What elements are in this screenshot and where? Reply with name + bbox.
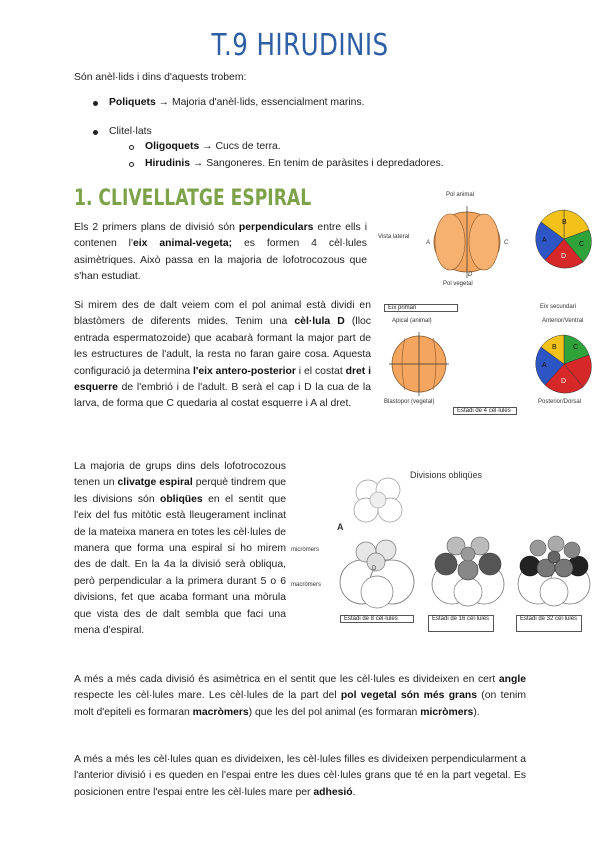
macromers-label: macròmers	[291, 582, 322, 588]
estadi-4-box: Estadi de 4 cèl·lules	[453, 407, 517, 415]
top-view-spiral	[344, 474, 414, 526]
label-a: A	[426, 240, 431, 246]
arrow-icon: →	[202, 141, 213, 152]
list-item-oligoquets	[145, 140, 281, 154]
arrow-icon: →	[158, 97, 170, 108]
stage-16-cells-diagram	[424, 530, 512, 610]
eix-secundari-label: Eix secundari	[540, 304, 577, 310]
sub-bullet-ring	[129, 145, 134, 150]
page-title: T.9 HIRUDINIS	[211, 28, 389, 63]
hirudinis-desc: Sangoneres. En tenim de paràsites i depredadores.	[206, 158, 444, 169]
paragraph-2: Si mirem des de dalt veiem com el pol animal està dividi en blastòmers de diferents mides. Tenim una cèl·lula D (lloc entrada espermatozoide) que acabarà formant la major part de les estructures de l'adult, la resta no faran gaire cosa. Aquesta configuració ja determina l'eix antero-posterior i el costat dret i esquerre de l'embrió i de l'adult. B serà el cap i D la cua de la larva, de forma que C quedaria al costat esquerre i A al dret.	[74, 300, 371, 410]
cell-b-label: B	[562, 219, 567, 226]
poliquets-desc: Majoria d'anèl·lids, essencialment marins.	[171, 97, 365, 108]
divisions-obliques-title: Divisions obliqües	[410, 470, 483, 480]
blastopore-label: Blastopor (vegetal)	[384, 399, 435, 405]
list-item-hirudinis	[145, 157, 444, 171]
paragraph-4: A més a més cada divisió és asimètrica en el sentit que les cèl·lules es divideixen en cert angle respecte les cèl·lules mare. Les cèl·lules de la part del pol vegetal són més grans (on tenim molt d'epiteli es formaran macròmers) que les del pol animal (es formaran micròmers).	[74, 674, 526, 718]
estadi-8-box: Estadi de 8 cèl·lules	[340, 615, 414, 623]
apical-label: Apical (animal)	[392, 318, 432, 324]
cell-d-label: D	[561, 253, 567, 260]
hirudinis-term: Hirudinis	[145, 158, 191, 169]
svg-text:D: D	[372, 566, 377, 572]
estadi-16-box: Estadi de 16 cèl·lules	[428, 615, 494, 632]
pol-vegetal-label: Pol vegetal	[443, 281, 473, 287]
section-heading: 1. CLIVELLATGE ESPIRAL	[74, 186, 312, 211]
estadi-32-box: Estadi de 32 cèl·lules	[516, 615, 582, 632]
four-cell-top-view	[533, 208, 595, 270]
oligoquets-desc: Cucs de terra.	[215, 141, 281, 152]
anterior-ventral-label: Anterior/Ventral	[542, 318, 584, 324]
list-item-poliquets	[109, 96, 365, 110]
intro-text: Són anèl·lids i dins d'aquests trobem:	[74, 72, 247, 83]
paragraph-5: A més a més les cèl·lules quan es divideixen, les cèl·lules filles es divideixen perpendicularment a l'anterior divisió i es queden en l'espai entre les dues cèl·lules grans que té en la part vegetal. Es posicionen entre l'espai entre les cèl·lules mare per adhesió.	[74, 754, 526, 798]
svg-text:C: C	[573, 344, 579, 351]
label-d: D	[468, 272, 473, 278]
paragraph-3: La majoria de grups dins dels lofotrocozous tenen un clivatge espiral perquè tindrem que les divisions són obliqües en el sentit que l'eix del fus mitòtic està lleugerament inclinat de la mateixa manera en totes les cèl·lules de manera que forma una espiral si ho mirem des de dalt. En la 4a la divisió serà obliqua, però perpendicular a la primera durant 5 o 6 divisions, fet que acaba formant una mòrula que vista des de dalt sembla que faci una mena d'espiral.	[74, 461, 286, 637]
svg-text:A: A	[542, 362, 547, 369]
micromers-label: micròmers	[291, 547, 319, 553]
cell-c-label: C	[579, 241, 585, 248]
label-c: C	[504, 240, 509, 246]
four-cell-polar-view	[533, 333, 595, 395]
svg-text:D: D	[561, 378, 567, 385]
embryo-cell	[435, 214, 465, 270]
poliquets-term: Poliquets	[109, 97, 156, 108]
oligoquets-term: Oligoquets	[145, 141, 200, 152]
stage-32-cells-diagram	[510, 530, 598, 610]
stage-8-cells-diagram	[334, 532, 420, 610]
panel-label-a: A	[337, 522, 344, 532]
embryo-lateral-diagram	[422, 200, 512, 280]
embryo-polar-diagram	[387, 328, 451, 398]
list-item-clitelats: Clitel·lats	[109, 126, 152, 137]
sub-bullet-ring	[129, 162, 134, 167]
posterior-dorsal-label: Posterior/Dorsal	[538, 399, 582, 405]
bullet-dot	[93, 130, 98, 135]
vista-lateral-label: Vista lateral	[378, 234, 410, 240]
svg-text:B: B	[552, 344, 557, 351]
eix-primari-box: Eix primari	[384, 304, 458, 312]
cell-a-label: A	[542, 237, 547, 244]
embryo-cell	[469, 214, 499, 270]
bullet-dot	[93, 101, 98, 106]
arrow-icon: →	[192, 158, 204, 169]
pol-animal-label: Pol animal	[446, 192, 475, 198]
paragraph-1: Els 2 primers plans de divisió són perpendiculars entre ells i contenen l'eix animal-vegeta; es formen 4 cèl·lules asimètriques. Això passa en la majoria de lofotrocozous que s'han estudiat.	[74, 222, 367, 283]
